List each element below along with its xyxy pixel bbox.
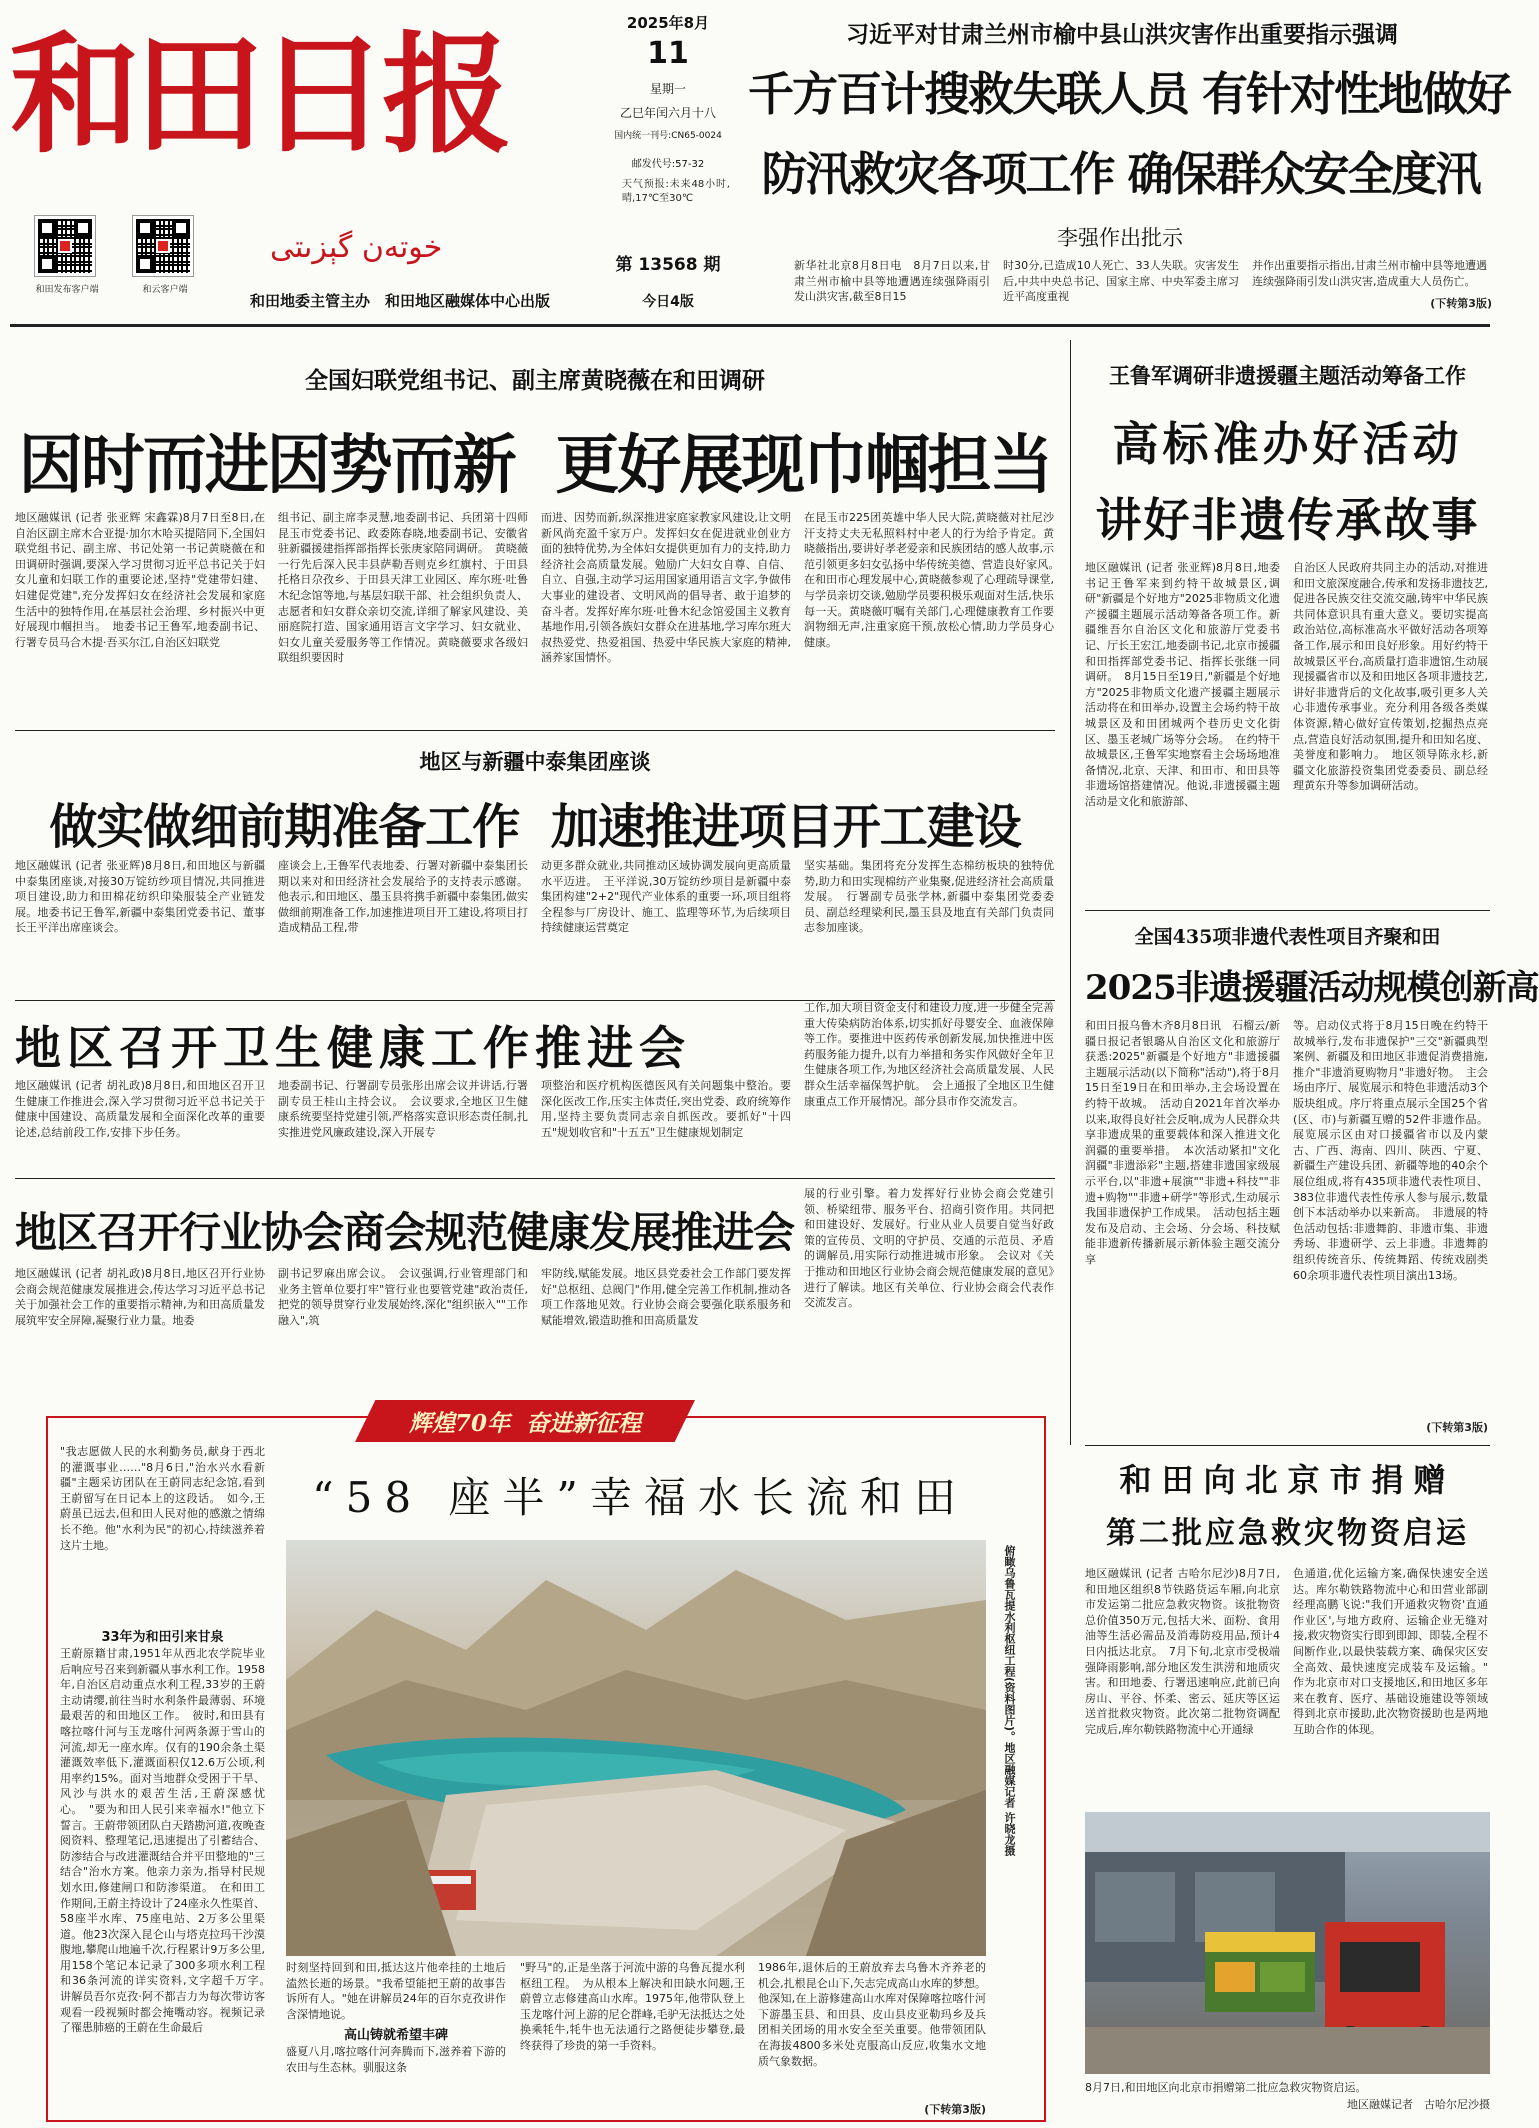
qr-label: 和云客户端 <box>142 285 188 295</box>
article-column: 坚实基础。集团将充分发挥生态棉纺板块的独特优势,助力和田实现棉纺产业集聚,促进经济社会高质量发展。 行署副专员张学林,新疆中泰集团党委委员、副总经理梁利民,墨玉县及地直有关部门负责同志参加座谈。 <box>804 859 1054 935</box>
qr-code <box>35 216 95 276</box>
date-lunar: 乙巳年闰六月十八 <box>619 106 716 120</box>
article-column: 工作,加大项目资金支付和建设力度,进一步健全完善重大传染病防治体系,切实抓好母婴安全、血液保障等工作。要推进中医药传承创新发展,加快推进中医药服务能力提升,以有力举措和务实作风做好全年卫生健康各项工作,为地区经济社会高质量发展、人民群众生活幸福保驾护航。 会上通报了全地区卫生健康重点工作开展情况。部分县市作交流发言。 <box>804 1001 1054 1108</box>
lead-subhead: 李强作出批示 <box>1057 226 1183 250</box>
article-column: 地区融媒讯 (记者 胡礼政)8月8日,地区召开行业协会商会规范健康发展推进会,传达学习习近平总书记关于加强社会工作的重要指示精神,为和田高质量发展筑牢安全屏障,凝聚行业力量。地委 <box>15 1267 265 1327</box>
continued-note: (下转第3版) <box>1430 297 1492 310</box>
date-weekday: 星期一 <box>649 82 686 96</box>
sponsor-line: 和田地委主管主办 和田地区融媒体中心出版 <box>250 292 551 310</box>
article-headline: 地区召开卫生健康工作推进会 <box>15 1021 691 1075</box>
qr-code <box>133 216 193 276</box>
article-column: 自治区人民政府共同主办的活动,对推进和田文旅深度融合,传承和发扬非遗技艺,促进各民族交往交流交融,铸牢中华民族共同体意识具有重大意义。要切实提高政治站位,高标准高水平做好活动各项筹备工作,展示和田良好形象。用好约特干故城景区平台,高质量打造非遗馆,生动展现援疆省市以及和田地区各项非遗技艺,讲好非遗背后的文化故事,吸引更多人关心非遗传承事业。充分利用各级各类媒体资源,精心做好宣传策划,挖掘热点亮点,营造良好活动氛围,提升和田知名度、美誉度和影响力。 地区领导陈永杉,新疆文化旅游投资集团党委委员、副总经理黄东升等参加调研活动。 <box>1293 561 1488 793</box>
article-kicker: 全国435项非遗代表性项目齐聚和田 <box>1134 926 1441 948</box>
photo-caption: 8月7日,和田地区向北京市捐赠第二批应急救灾物资启运。 <box>1085 2081 1367 2094</box>
weather: 天气预报:未来48小时,晴,17℃至30℃ <box>622 179 730 204</box>
article-headline: 和田向北京市捐赠 <box>1119 1461 1456 1499</box>
article-column: 在昆玉市225团英雄中华人民大院,黄晓薇对社尼沙汗支持丈夫无私照料村中老人的行为给予肯定。黄晓薇指出,要讲好孝老爱亲和民族团结的感人故事,示范引领更多妇女弘扬中华传统美德、营造良好家风。 在和田市心理发展中心,黄晓薇参观了心理疏导课堂,与学员亲切交谈,勉励学员要积极乐观面对生活,快乐每一天。黄晓薇叮嘱有关部门,心理健康教育工作要润物细无声,注重家庭干预,放松心情,助力学员身心健康。 <box>804 511 1065 649</box>
lead-kicker: 习近平对甘肃兰州市榆中县山洪灾害作出重要指示强调 <box>846 21 1398 48</box>
page-count: 今日4版 <box>642 294 694 310</box>
article-kicker: 王鲁军调研非遗援疆主题活动筹备工作 <box>1109 363 1466 388</box>
article-column: 等。启动仪式将于8月15日晚在约特干故城举行,发布非遗保护"三交"新疆典型案例、新疆及和田地区非遗促消费措施,推介"非遗消夏购物月"非遗好物。 主会场由序厅、展览展示和特色非遗活动3个版块组成。序厅将重点展示全国25个省(区、市)与新疆互赠的52件非遗作品。展览展示区由对口援疆省市以及内蒙古、广西、海南、四川、陕西、宁夏、新疆生产建设兵团、新疆等地的40余个展位组成,将有435项非遗代表性项目、383位非遗代表性传承人参与展示,数量创下本活动举办以来新高。 非遗展的特色活动包括:非遗舞韵、非遗市集、非遗秀场、非遗研学、云上非遗。非遗舞韵组织传统音乐、传统舞蹈、传统戏剧类60余项非遗代表性项目演出13场。 <box>1293 1019 1488 1282</box>
article-headline: 讲好非遗传承故事 <box>1095 493 1480 547</box>
uyghur-title: خوتەن گېزىتى <box>270 230 443 265</box>
lead-headline-1: 千方百计搜救失联人员 有针对性地做好 <box>748 67 1511 121</box>
article-headline: 因时而进因势而新 更好展现巾帼担当 <box>18 428 1052 503</box>
article-column: 王蔚原籍甘肃,1951年从西北农学院毕业后响应号召来到新疆从事水利工作。1958年,自治区启动重点水利工程,33岁的王蔚主动请缨,前往当时水利条件最薄弱、环境最艰苦的和田地区工作。 彼时,和田县有喀拉喀什河与玉龙喀什河两条源于雪山的河流,却无一座水库。仅有的190余条土渠灌溉效率低下,灌溉面积仅12.6万公顷,利用率约15%。面对当地群众受困于干旱、风沙与洪水的艰苦生活,王蔚深感忧心。 "要为和田人民引来幸福水!"他立下誓言。王蔚带领团队白天踏勘河道,夜晚查阅资料、整理笔记,迅速提出了引蓄结合、防渗结合与改进灌溉结合并平田整地的"三结合"治水方案。他亲力亲为,指导村民规划水田,修建闸口和防渗渠道。 在和田工作期间,王蔚主持设计了24座永久性渠首、58座半水库、75座电站、2万多公里渠道。他23次深入昆仑山与塔克拉玛干沙漠腹地,攀爬山地遍千次,行程累计9万多公里,用158个笔记本记录了300多项水利工程和36条河流的详实资料,文字超千万字。 讲解员吾尔克孜·阿不都吉力为每次带访客观看一段视频时都会掩嘴动容。视频记录了罹患肺癌的王蔚在生命最后 <box>60 1647 276 2035</box>
masthead-title: 和田日报 <box>10 18 507 171</box>
article-kicker: 地区与新疆中泰集团座谈 <box>419 749 651 774</box>
photo-credit: 地区融媒记者 古哈尔尼沙摄 <box>1347 2098 1490 2111</box>
article-headline: 2025非遗援疆活动规模创新高 <box>1085 968 1539 1008</box>
article-kicker: 全国妇联党组书记、副主席黄晓薇在和田调研 <box>305 367 765 394</box>
continued-note: (下转第3版) <box>924 2103 986 2116</box>
article-column: 副书记罗麻出席会议。 会议强调,行业管理部门和业务主管单位要打牢"管行业也要管党建"政治责任,把党的领导贯穿行业发展始终,深化"组织嵌入""工作融入",筑 <box>278 1267 528 1327</box>
article-column: 组书记、副主席李灵慧,地委副书记、兵团第十四师昆玉市党委书记、政委陈春晓,地委副书记、安徽省驻新疆援建指挥部指挥长张庚家陪同调研。 黄晓薇一行先后深入民丰县萨勒吾则克乡红旗村、于田县托格日尕孜乡、于田县天津工业园区、库尔班·吐鲁木纪念馆等地,与基层妇联干部、社会组织负责人、志愿者和妇女群众亲切交流,详细了解家风建设、美丽庭院打造、国家通用语言文字学习、妇女就业、妇女儿童关爱服务等工作情况。黄晓薇要求各级妇联组织要因时 <box>278 511 528 665</box>
article-column: 时刻坚持回到和田,抵达这片他牵挂的土地后溘然长逝的场景。"我希望能把王蔚的故事告诉所有人。"她在讲解员24年的百尔克孜讲作含深情地说。 <box>286 1961 506 2021</box>
post-code: 邮发代号:57-32 <box>631 159 705 170</box>
article-column: 1986年,退休后的王蔚放弃去乌鲁木齐养老的机会,扎根昆仑山下,矢志完成高山水库的梦想。他深知,在上游修建高山水库对保障喀拉喀什河下游墨玉县、和田县、皮山县皮亚勒玛乡及兵团相关团场的用水安全至关重要。他带领团队在海拔4800多米处克服高山反应,收集水文地质气象数据。 <box>758 1961 986 2068</box>
divider <box>15 1178 1055 1179</box>
article-column: 座谈会上,王鲁军代表地委、行署对新疆中泰集团长期以来对和田经济社会发展给予的支持表示感谢。他表示,和田地区、墨玉县将携手新疆中泰集团,做实做细前期准备工作,加速推进项目开工建设,将项目打造成精品工程,带 <box>278 859 528 935</box>
article-headline: 做实做细前期准备工作 加速推进项目开工建设 <box>49 799 1021 855</box>
date-day: 11 <box>647 36 689 71</box>
article-column: 地区融媒讯 (记者 张亚辉)8月8日,地委书记王鲁军来到约特干故城景区,调研"新疆是个好地方"2025非物质文化遗产援疆主题展示活动筹备各项工作。新疆维吾尔自治区文化和旅游厅党委书记、厅长王宏江,地委副书记,北京市援疆和田指挥部党委书记、指挥长张继一同调研。 8月15日至19日,"新疆是个好地方"2025非物质文化遗产援疆主题展示活动将在和田举办,设置主会场约特干故城景区及和田团城两个巷历史文化街区、墨玉老城广场等分会场。 在约特干故城景区,王鲁军实地察看主会场场地准备情况,北京、天津、和田市、和田县等非遗场馆搭建情况。他说,非遗援疆主题活动是文化和旅游部、 <box>1085 561 1280 808</box>
lead-column: 并作出重要指示指出,甘肃兰州市榆中县等地遭遇连续强降雨引发山洪灾害,造成重大人员伤亡。 <box>1252 259 1487 288</box>
lead-headline-2: 防汛救灾各项工作 确保群众安全度汛 <box>761 147 1480 201</box>
divider <box>1085 1445 1490 1446</box>
article-column: 地委副书记、行署副专员张彤出席会议并讲话,行署副专员王桂山主持会议。 会议要求,全地区卫生健康系统要坚持党建引领,严格落实意识形态责任制,扎实推进党风廉政建设,深入开展专 <box>278 1079 528 1139</box>
masthead-divider <box>10 324 1490 327</box>
cn-number: 国内统一刊号:CN65-0024 <box>614 131 722 141</box>
article-headline: 地区召开行业协会商会规范健康发展推进会 <box>15 1208 795 1257</box>
lead-column: 时30分,已造成10人死亡、33人失联。灾害发生后,中共中央总书记、国家主席、中央军委主席习近平高度重视 <box>1003 259 1239 304</box>
article-subhead: 高山铸就希望丰碑 <box>343 2028 448 2043</box>
reservoir-photo <box>286 1540 986 1956</box>
article-column: 和田日报乌鲁木齐8月8日讯 石榴云/新疆日报记者银璐从自治区文化和旅游厅获悉:2025"新疆是个好地方"非遗援疆主题展示活动(以下简称"活动"),将于8月15日至19日在和田举办,主会场设置在约特干故城。 活动自2021年首次举办以来,取得良好社会反响,成为人民群众共享非遗成果的重要载体和深入推进文化润疆的重要举措。 本次活动紧扣"文化润疆"非遗添彩"主题,搭建非遗国家级展示平台,以"非遗+展演""非遗+科技""非遗+购物""非遗+研学"等形式,生动展示我国非遗保护工作成果。 活动包括主题发布及启动、主会场、分会场、科技赋能非遗新传播新展示新体验主题交流分享 <box>1085 1019 1280 1266</box>
article-headline: “58 座半”幸福水长流和田 <box>312 1473 968 1522</box>
train-photo <box>1085 1812 1490 2074</box>
article-column: "野马"的,正是坐落于河流中游的乌鲁瓦提水利枢纽工程。 为从根本上解决和田缺水问题,王蔚曾立志修建高山水库。1975年,他带队登上玉龙喀什河上游的尼仑群峰,毛驴无法抵达之处换乘牦牛,牦牛也无法通行之路便徒步攀登,最终获得了珍贵的第一手资料。 <box>520 1961 745 2052</box>
article-column: 地区融媒讯 (记者 胡礼政)8月8日,和田地区召开卫生健康工作推进会,深入学习贯彻习近平总书记关于健康中国建设、高质量发展和全面深化改革的重要论述,总结前段工作,安排下步任务。 <box>15 1079 265 1139</box>
article-column: 地区融媒讯 (记者 张亚辉 宋鑫霖)8月7日至8日,在自治区副主席木合亚提·加尔木哈买提陪同下,全国妇联党组书记、副主席、书记处第一书记黄晓薇在和田调研时强调,要深入学习贯彻习近平总书记关于妇女儿童和妇联工作的重要论述,坚持"党建带妇建、妇建促党建",充分发挥妇女在经济社会发展和家庭生活中的独特作用,在基层社会治理、乡村振兴中更好展现巾帼担当。 地委书记王鲁军,地委副书记、行署专员马合木提·吾买尔江,自治区妇联党 <box>15 511 265 649</box>
article-column: 地区融媒讯 (记者 古哈尔尼沙)8月7日,和田地区组织8节铁路货运车厢,向北京市发运第二批应急救灾物资。该批物资总价值350万元,包括大米、面粉、食用油等生活必需品及消毒防疫用品,预计4日内抵达北京。 7月下旬,北京市受极端强降雨影响,部分地区发生洪涝和地质灾害。和田地委、行署迅速响应,此前已向房山、平谷、怀柔、密云、延庆等区运送首批救灾物资。此次第二批物资调配完成后,库尔勒铁路物流中心开通绿 <box>1085 1567 1280 1736</box>
continued-note: (下转第3版) <box>1426 1421 1488 1434</box>
article-column: 项整治和医疗机构医德医风有关问题集中整治。要深化医改工作,压实主体责任,突出党委、政府统筹作用,坚持主要负责同志亲自抓医改。要抓好"十四五"规划收官和"十五五"卫生健康规划制定 <box>541 1079 791 1139</box>
article-column: 而进、因势而新,纵深推进家庭家教家风建设,让文明新风尚充盈千家万户。发挥妇女在促进就业创业方面的独特优势,为全体妇女提供更加有力的支持,助力经济社会高质量发展。勉励广大妇女自尊、自信、自立、自强,主动学习运用国家通用语言文字,争做伟大事业的建设者、文明风尚的倡导者、敢于追梦的奋斗者。发挥好库尔班·吐鲁木纪念馆爱国主义教育基地作用,引领各族妇女群众在进基地,学习库尔班大叔热爱党、热爱祖国、热爱中华民族大家庭的精神,涵养家国情怀。 <box>541 511 791 665</box>
article-column: 盛夏八月,喀拉喀什河奔腾而下,滋养着下游的农田与生态林。驯服这条 <box>286 2045 506 2074</box>
article-column: 展的行业引擎。着力发挥好行业协会商会党建引领、桥梁纽带、服务平台、招商引资作用。共同把和田建设好、发展好。行业从业人员要自觉当好政策的宣传员、文明的守护员、交通的示范员、矛盾的调解员,用实际行动推进城市形象。 会议对《关于推动和田地区行业协会商会规范健康发展的意见》进行了解读。地区有关单位、行业协会商会代表作交流发言。 <box>804 1187 1054 1310</box>
article-column: 地区融媒讯 (记者 张亚辉)8月8日,和田地区与新疆中泰集团座谈,对接30万锭纺纱项目情况,共同推进项目建设,助力和田棉花纺织印染服装全产业链发展。地委书记王鲁军,新疆中泰集团党委书记、董事长王平洋出席座谈会。 <box>15 859 265 935</box>
issue-number: 第 13568 期 <box>615 255 721 275</box>
article-headline: 高标准办好活动 <box>1112 417 1463 471</box>
article-column: 色通道,优化运输方案,确保快速安全送达。库尔勒铁路物流中心和田营业部副经理高鹏飞说:"我们开通救灾物资'直通作业区',与地方政府、运输企业无缝对接,救灾物资实行即到即卸、即装,全程不间断作业,以最快装载方案、确保灾区安全高效、最快速度完成装车及运输。" 作为北京市对口支援地区,和田地区多年来在教育、医疗、基础设施建设等领域得到北京市援助,此次物资援助也是两地互助合作的体现。 <box>1293 1567 1499 1736</box>
article-column: 动更多群众就业,共同推动区域协调发展向更高质量水平迈进。 王平洋说,30万锭纺纱项目是新疆中泰集团构建"2+2"现代产业体系的重要一环,项目组将全程参与厂房设计、施工、监理等环节,为后续项目持续健康运营奠定 <box>541 859 791 935</box>
divider <box>1085 910 1490 911</box>
lead-column: 新华社北京8月8日电 8月7日以来,甘肃兰州市榆中县等地遭遇连续强降雨引发山洪灾害,截至8日15 <box>794 259 990 304</box>
article-headline: 第二批应急救灾物资启运 <box>1106 1516 1469 1551</box>
qr-label: 和田发布客户端 <box>35 285 99 295</box>
photo-caption: 俯瞰乌鲁瓦提水利枢纽工程(资料图片)。地区融媒记者 许晓龙摄 <box>1003 1545 1016 1856</box>
article-column: 牢防线,赋能发展。地区县党委社会工作部门要发挥好"总枢纽、总阀门"作用,健全完善工作机制,推动各项工作落地见效。行业协会商会要强化联系服务和赋能增效,锻造助推和田高质量发 <box>541 1267 791 1327</box>
divider <box>15 730 1055 731</box>
article-column: "我志愿做人民的水利勤务员,献身于西北的灌溉事业……"8月6日,"治水兴水看新疆"主题采访团队在王蔚同志纪念馆,看到王蔚留写在日记本上的这段话。 如今,王蔚虽已远去,但和田人民对他的感激之情绵长不绝。他"水利为民"的初心,持续滋养着这片土地。 <box>60 1445 265 1552</box>
article-subhead: 33年为和田引来甘泉 <box>101 1630 224 1645</box>
date-year-month: 2025年8月 <box>626 14 710 32</box>
column-divider <box>1070 340 1071 1445</box>
feature-banner-text: 辉煌70年 奋进新征程 <box>408 1410 642 1437</box>
